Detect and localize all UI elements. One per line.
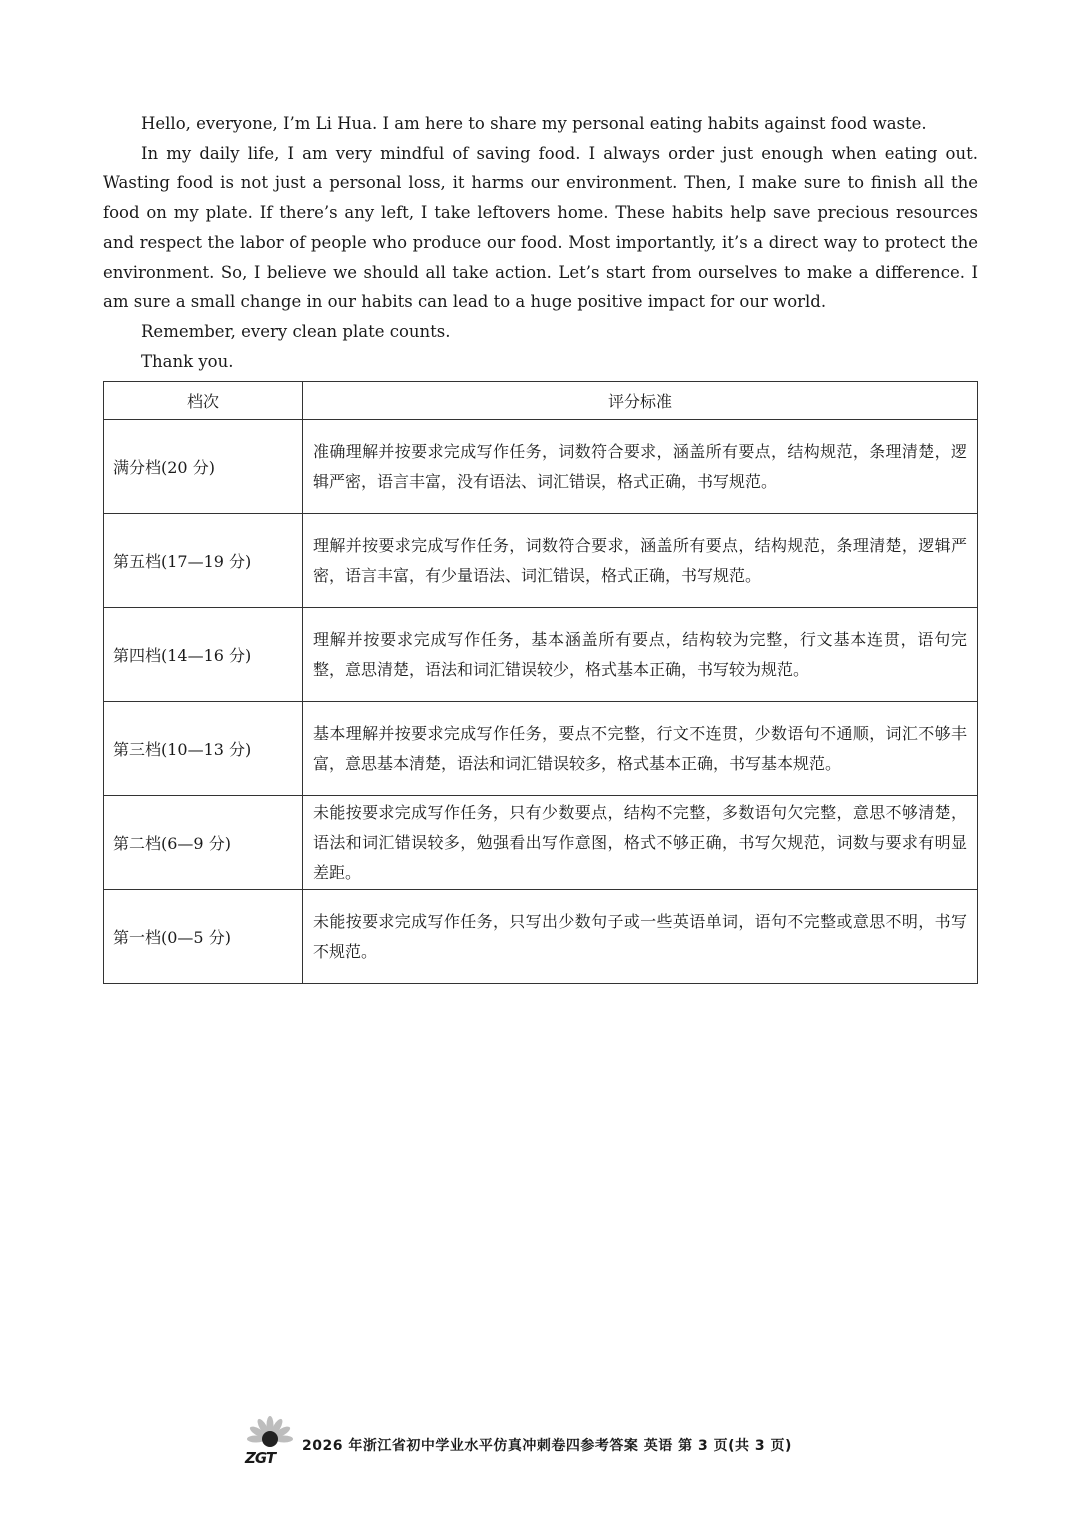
level-cell: 第三档(10—13 分) xyxy=(104,702,303,796)
level-cell: 满分档(20 分) xyxy=(104,420,303,514)
footer-page-info: 2026 年浙江省初中学业水平仿真冲刺卷四参考答案 英语 第 3 页(共 3 页) xyxy=(302,1438,792,1454)
page-footer xyxy=(240,1415,880,1475)
level-cell: 第一档(0—5 分) xyxy=(104,890,303,984)
criteria-cell: 理解并按要求完成写作任务，基本涵盖所有要点，结构较为完整，行文基本连贯，语句完整，意思清楚，语法和词汇错误较少，格式基本正确，书写较为规范。 xyxy=(303,608,978,702)
model-essay xyxy=(103,109,978,376)
criteria-cell: 准确理解并按要求完成写作任务，词数符合要求，涵盖所有要点，结构规范，条理清楚，逻辑严密，语言丰富，没有语法、词汇错误，格式正确，书写规范。 xyxy=(303,420,978,514)
essay-paragraph: Hello, everyone, I’m Li Hua. I am here to share my personal eating habits against food waste. xyxy=(141,114,927,133)
level-cell: 第二档(6—9 分) xyxy=(104,796,303,890)
table-row xyxy=(104,514,978,608)
criteria-cell: 基本理解并按要求完成写作任务，要点不完整，行文不连贯，少数语句不通顺，词汇不够丰富，意思基本清楚，语法和词汇错误较多，格式基本正确，书写基本规范。 xyxy=(303,702,978,796)
criteria-cell: 未能按要求完成写作任务，只写出少数句子或一些英语单词，语句不完整或意思不明，书写不规范。 xyxy=(303,890,978,984)
table-row xyxy=(104,702,978,796)
table-row xyxy=(104,420,978,514)
table-row xyxy=(104,608,978,702)
essay-paragraph: Thank you. xyxy=(141,351,234,371)
table-row xyxy=(104,890,978,984)
essay-paragraph: Remember, every clean plate counts. xyxy=(141,321,451,341)
criteria-cell: 理解并按要求完成写作任务，词数符合要求，涵盖所有要点，结构规范，条理清楚，逻辑严密，语言丰富，有少量语法、词汇错误，格式正确，书写规范。 xyxy=(303,514,978,608)
logo-wordmark: ZGT xyxy=(245,1449,276,1467)
level-cell: 第四档(14—16 分) xyxy=(104,608,303,702)
level-cell: 第五档(17—19 分) xyxy=(104,514,303,608)
table-row xyxy=(104,796,978,890)
criteria-cell: 未能按要求完成写作任务，只有少数要点，结构不完整，多数语句欠完整，意思不够清楚，语法和词汇错误较多，勉强看出写作意图，格式不够正确，书写欠规范，词数与要求有明显差距。 xyxy=(303,796,978,890)
header-level: 档次 xyxy=(104,382,303,420)
header-criteria: 评分标准 xyxy=(303,382,978,420)
scoring-rubric-table xyxy=(103,381,978,984)
essay-paragraph: In my daily life, I am very mindful of saving food. I always order just enough when eating out. Wasting food is not just a personal loss, it harms our environment. Then, I make sure to finish all the food on my plate. If there’s any left, I take leftovers home. These habits help save precious resources and respect the labor of people who produce our food. Most importantly, it’s a direct way to protect the environment. So, I believe we should all take action. Let’s start from ourselves to make a difference. I am sure a small change in our habits can lead to a huge positive impact for our world. xyxy=(103,143,978,312)
table-header-row xyxy=(104,382,978,420)
